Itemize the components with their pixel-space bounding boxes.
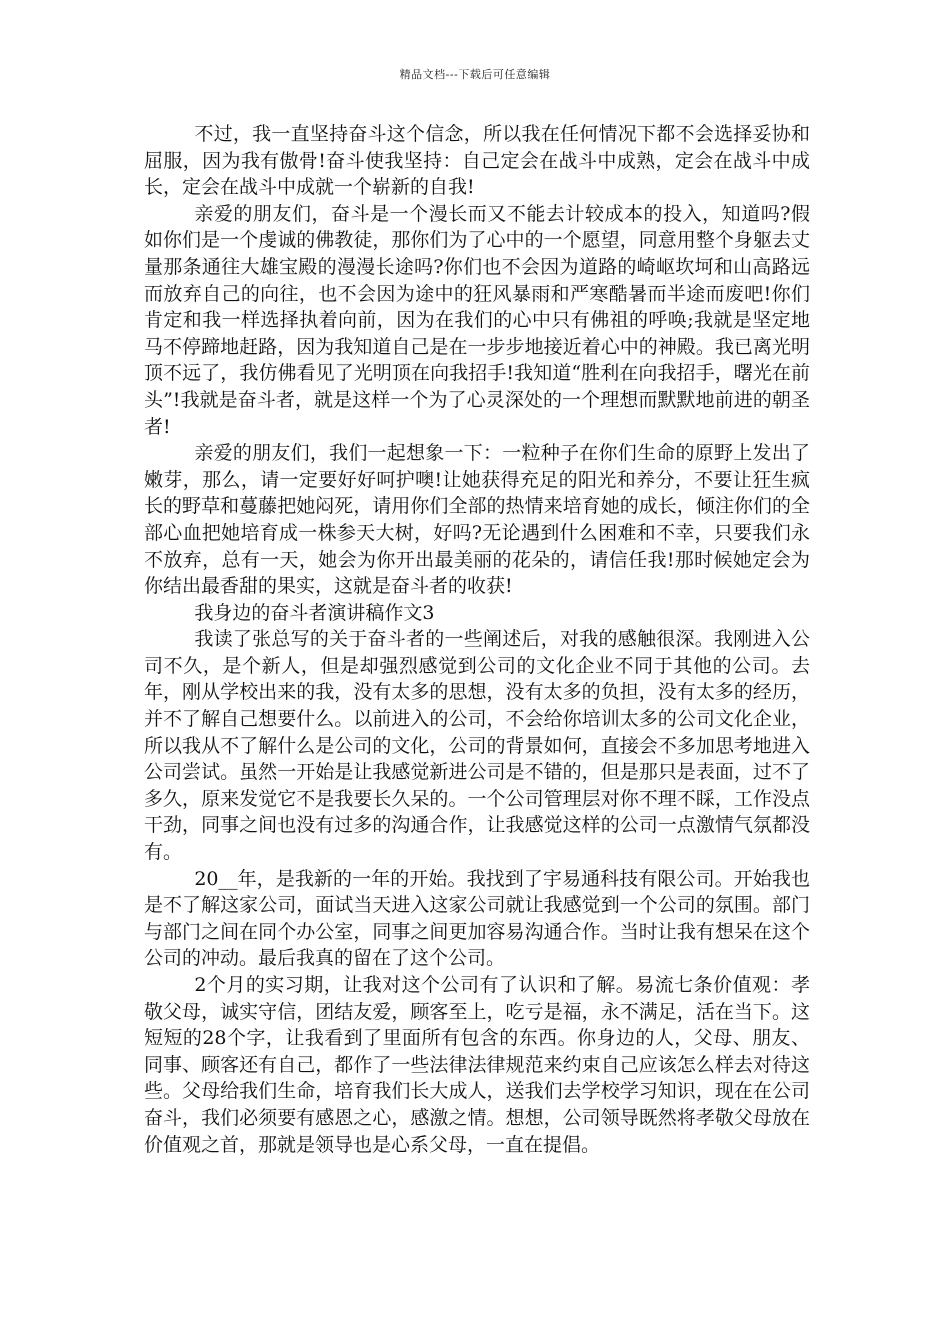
paragraph: 2个月的实习期，让我对这个公司有了认识和了解。易流七条价值观：孝敬父母，诚实守信，团结友爱，顾客至上，吃亏是福，永不满足，活在当下。这短短的28个字，让我看到了里面所有包含的东西。你身边的人，父母、朋友、同事、顾客还有自己，都作了一些法律法律规范来约束自己应该怎么样去对待这些。父母给我们生命，培育我们长大成人，送我们去学校学习知识，现在在公司奋斗，我们必须要有感恩之心，感激之情。想想，公司领导既然将孝敬父母放在价值观之首，那就是领导也是心系父母，一直在提倡。 — [144, 974, 810, 1156]
page-header: 精品文档---下载后可任意编辑 — [399, 68, 551, 81]
paragraph: 亲爱的朋友们，奋斗是一个漫长而又不能去计较成本的投入，知道吗?假如你们是一个虔诚的佛教徒，那你们为了心中的一个愿望，同意用整个身躯去丈量那条通往大雄宝殿的漫漫长途吗?你们也不会因为道路的崎岖坎坷和山高路远而放弃自己的向往，也不会因为途中的狂风暴雨和严寒酷暑而半途而废吧!你们肯定和我一样选择执着向前，因为在我们的心中只有佛祖的呼唤;我就是坚定地马不停蹄地赶路，因为我知道自己是在一步步地接近着心中的神殿。我已离光明顶不远了，我仿佛看见了光明顶在向我招手!我知道“胜利在向我招手，曙光在前头”!我就是奋斗者，就是这样一个为了心灵深处的一个理想而默默地前进的朝圣者! — [144, 202, 810, 438]
paragraph: 不过，我一直坚持奋斗这个信念，所以我在任何情况下都不会选择妥协和屈服，因为我有傲骨!奋斗使我坚持：自己定会在战斗中成熟，定会在战斗中成长，定会在战斗中成就一个崭新的自我! — [144, 123, 810, 199]
paragraph: 亲爱的朋友们，我们一起想象一下：一粒种子在你们生命的原野上发出了嫩芽，那么，请一定要好好呵护噢!让她获得充足的阳光和养分，不要让狂生疯长的野草和蔓藤把她闷死，请用你们全部的热情来培育她的成长，倾注你们的全部心血把她培育成一株参天大树，好吗?无论遇到什么困难和不幸，只要我们永不放弃，总有一天，她会为你开出最美丽的花朵的，请信任我!那时候她定会为你结出最香甜的果实，这就是奋斗者的收获! — [144, 442, 810, 598]
paragraph: 我读了张总写的关于奋斗者的一些阐述后，对我的感触很深。我刚进入公司不久，是个新人，但是却强烈感觉到公司的文化企业不同于其他的公司。去年，刚从学校出来的我，没有太多的思想，没有太多的负担，没有太多的经历，并不了解自己想要什么。以前进入的公司，不会给你培训太多的公司文化企业，所以我从不了解什么是公司的文化，公司的背景如何，直接会不多加思考地进入公司尝试。虽然一开始是让我感觉新进公司是不错的，但是那只是表面，过不了多久，原来发觉它不是我要长久呆的。一个公司管理层对你不理不睬，工作没点干劲，同事之间也没有过多的沟通合作，让我感觉这样的公司一点激情气氛都没有。 — [144, 628, 810, 864]
paragraph: 20__年，是我新的一年的开始。我找到了宇易通科技有限公司。开始我也是不了解这家公司，面试当天进入这家公司就让我感觉到一个公司的氛围。部门与部门之间在同个办公室，同事之间更加容易沟通合作。当时让我有想呆在这个公司的冲动。最后我真的留在了这个公司。 — [144, 867, 810, 970]
section-heading: 我身边的奋斗者演讲稿作文3 — [194, 601, 435, 624]
document-body — [144, 121, 810, 1158]
